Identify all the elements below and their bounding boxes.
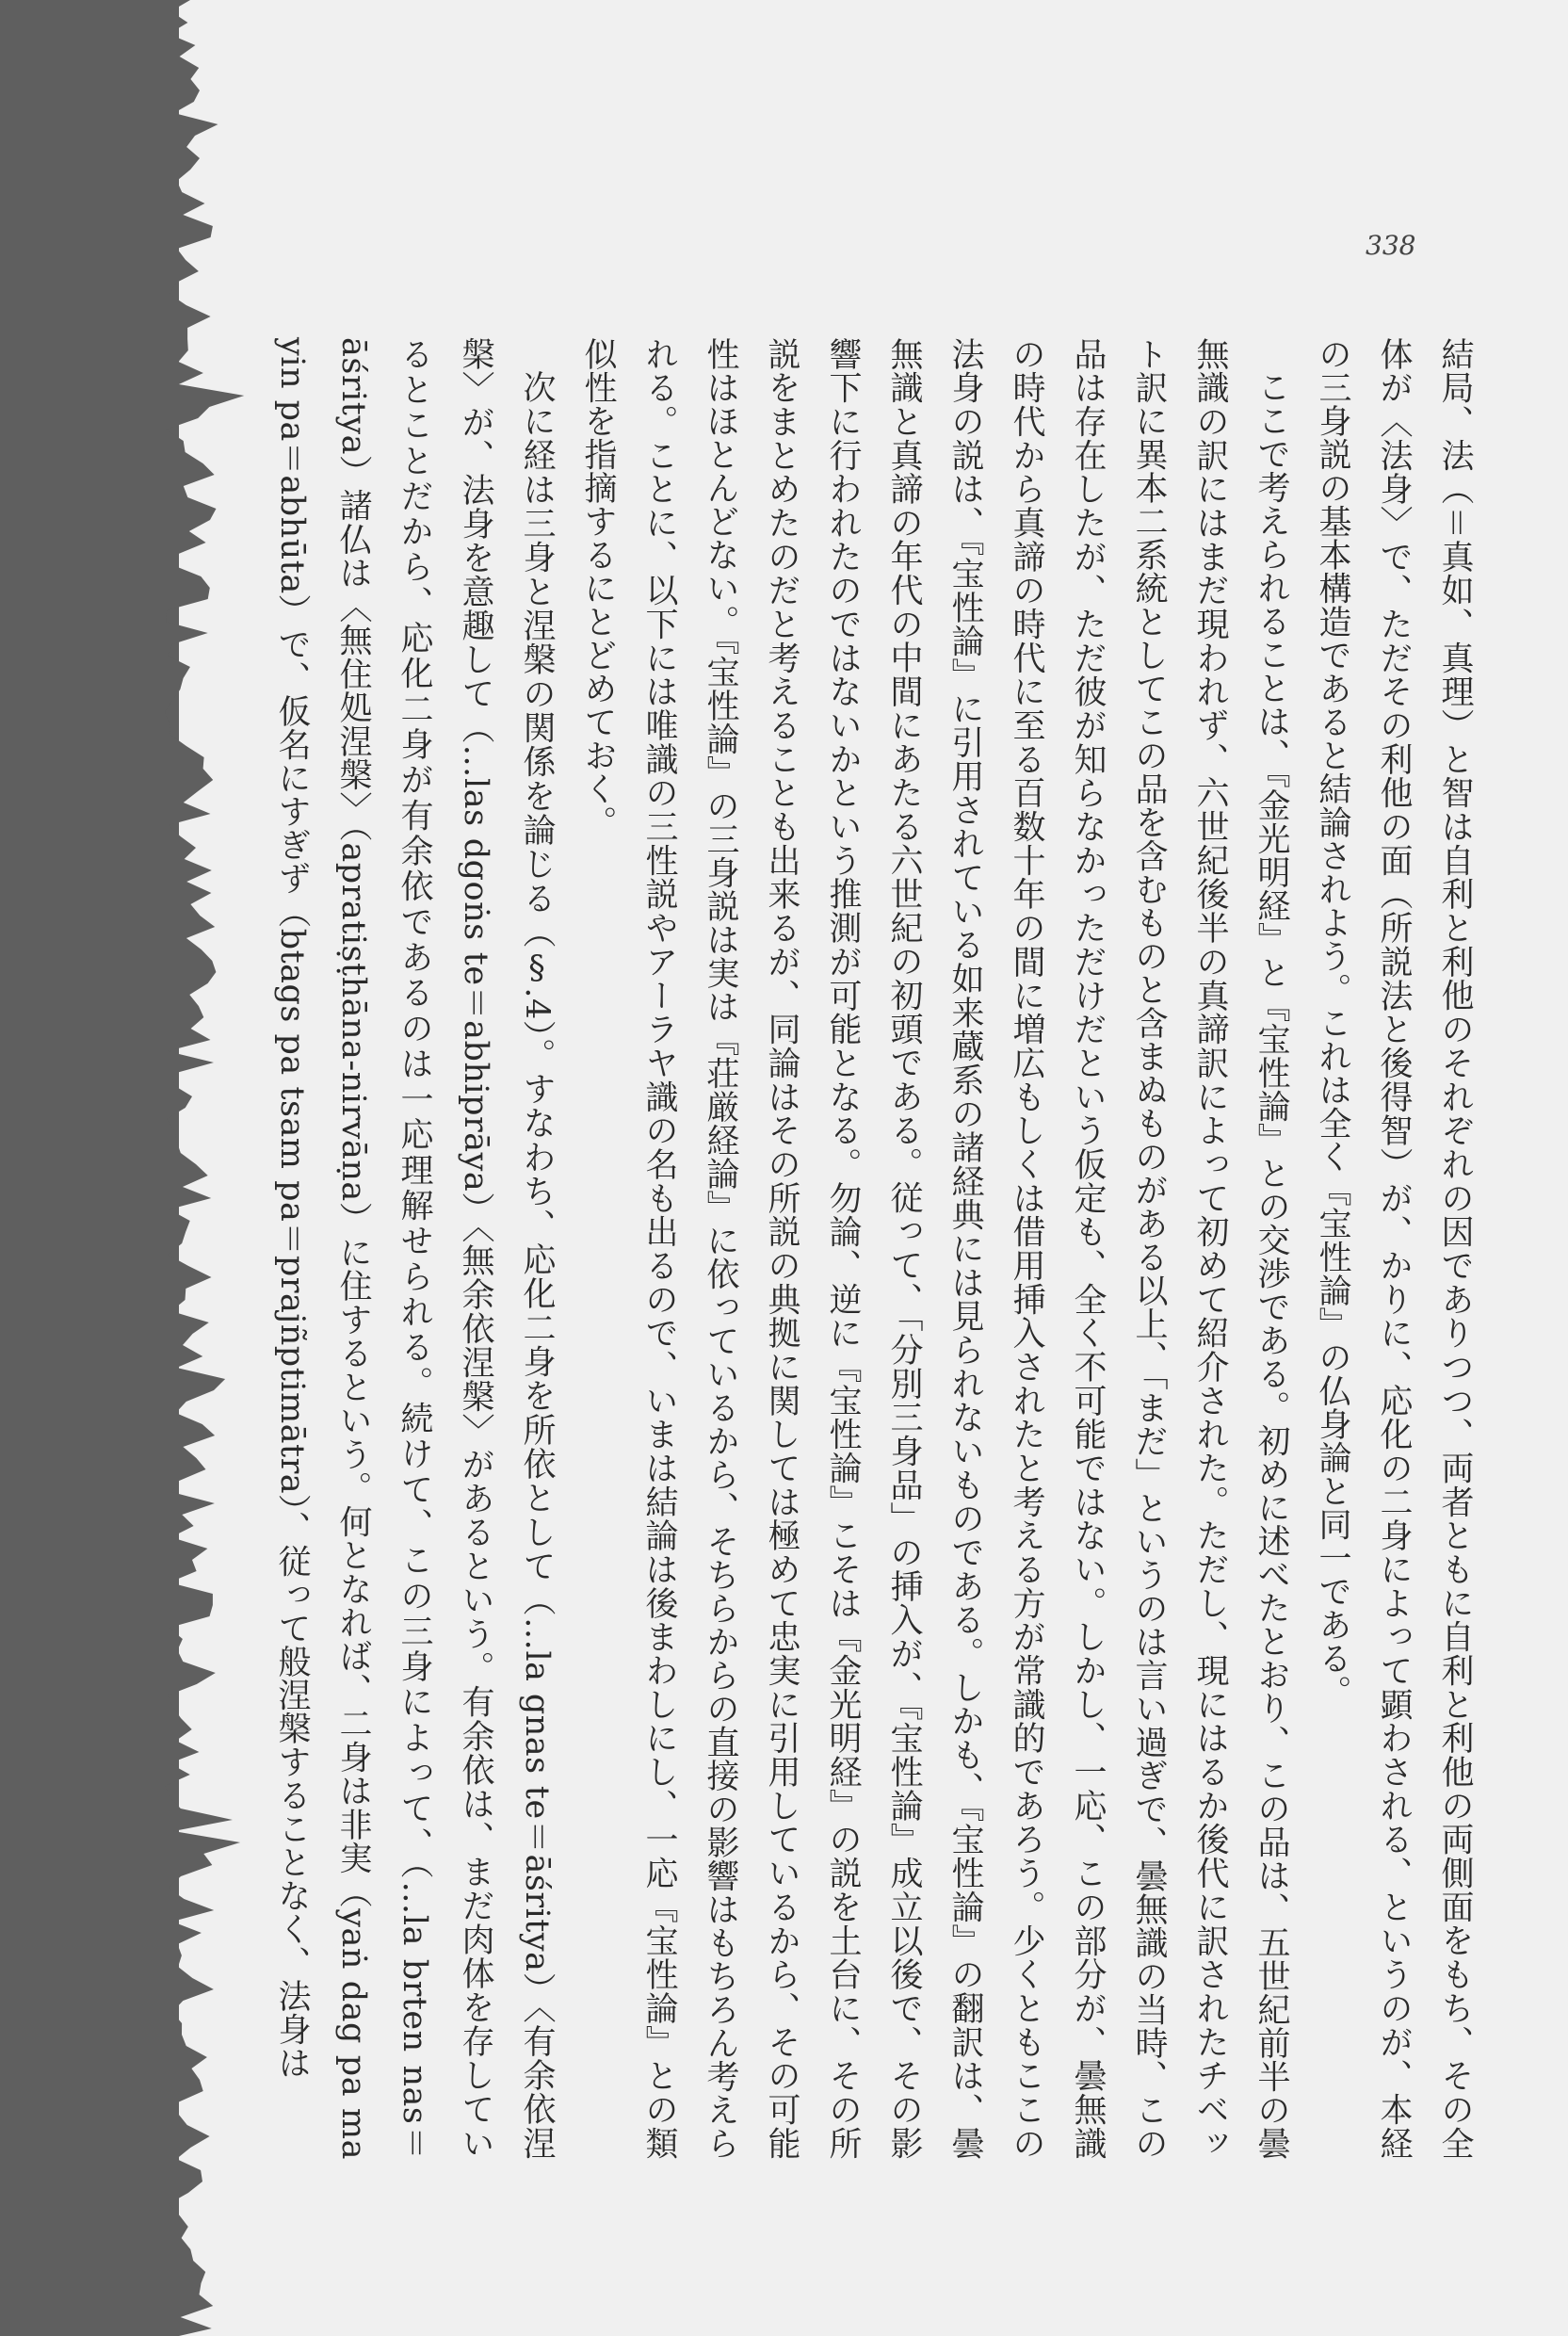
scanned-binding-edge (0, 0, 283, 2336)
page-number: 338 (1366, 230, 1416, 261)
paragraph: ここで考えられることは、『金光明経』と『宝性論』との交渉である。初めに述べたとおり、この品は、五世紀前半の曇無識の訳にはまだ現われず、六世紀後半の真諦訳によって初めて紹介された。ただし、現にはるか後代に訳されたチベット訳に異本二系統としてこの品を含むものと含まぬものがある以上、「まだ」というのは言い過ぎで、曇無識の当時、この品は存在したが、ただ彼が知らなかっただけだという仮定も、全く不可能ではない。しかし、一応、この部分が、曇無識の時代から真諦の時代に至る百数十年の間に増広もしくは借用挿入されたと考える方が常識的であろう。少くともここの法身の説は、『宝性論』に引用されている如来蔵系の諸経典には見られないものである。しかも、『宝性論』の翻訳は、曇無識と真諦の年代の中間にあたる六世紀の初頭である。従って、「分別三身品」の挿入が、『宝性論』成立以後で、その影響下に行われたのではないかという推測が可能となる。勿論、逆に『宝性論』こそは『金光明経』の説を土台に、その所説をまとめたのだと考えることも出来るが、同論はその所説の典拠に関しては極めて忠実に引用しているから、その可能性はほとんどない。『宝性論』の三身説は実は『荘厳経論』に依っているから、そちらからの直接の影響はもちろん考えられる。ことに、以下には唯識の三性説やアーラヤ識の名も出るので、いまは結論は後まわしにし、一応『宝性論』との類似性を指摘するにとどめておく。 (579, 337, 1290, 2160)
binding-ragged-edge (0, 0, 244, 2336)
vertical-text-body (261, 337, 1485, 2160)
paragraph: 結局、法（＝真如、真理）と智は自利と利他のそれぞれの因でありつつ、両者ともに自利と利他の両側面をもち、その全体が〈法身〉で、ただその利他の面（所説法と後得智）が、かりに、応化の二身によって顕わされる、というのが、本経の三身説の基本構造であると結論されよう。これは全く『宝性論』の仏身論と同一である。 (1314, 337, 1474, 2160)
paragraph: 次に経は三身と涅槃の関係を論じる（§.4）。すなわち、応化二身を所依として（…la gnas te＝āśritya）〈有余依涅槃〉が、法身を意趣して（…las dgoṅs te＝abhiprāya）〈無余依涅槃〉があるという。有余依は、まだ肉体を存しているとことだから、応化二身が有余依であるのは一応理解せられる。続けて、この三身によって、（…la brten nas＝āśritya）諸仏は〈無住処涅槃〉（apratiṣṭhāna-nirvāṇa）に住するという。何となれば、二身は非実（yaṅ dag pa ma yin pa＝abhūta）で、仮名にすぎず（btags pa tsam pa＝prajñptimātra）、従って般涅槃することなく、法身は (273, 337, 556, 2160)
